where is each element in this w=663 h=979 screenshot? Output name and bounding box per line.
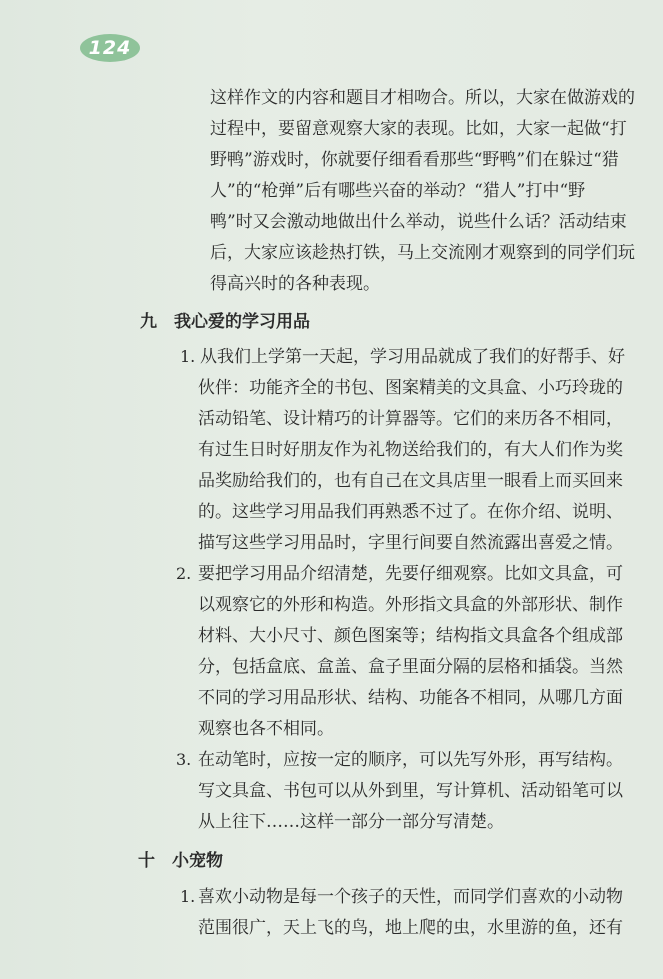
page-number-badge — [80, 34, 140, 62]
text-line: 不同的学习用品形状、结构、功能各不相同，从哪几方面 — [198, 688, 623, 708]
text-line: 写文具盒、书包可以从外到里，写计算机、活动铅笔可以 — [198, 781, 623, 801]
section-heading: 十 小宠物 — [138, 851, 223, 871]
text-line: 分，包括盒底、盒盖、盒子里面分隔的层格和插袋。当然 — [198, 657, 623, 677]
text-line: 得高兴时的各种表现。 — [210, 274, 380, 294]
item-number: 1. — [180, 347, 196, 366]
page-number: 124 — [88, 37, 132, 59]
text-line: 鸭”时又会激动地做出什么举动，说些什么话？活动结束 — [210, 212, 627, 232]
text-line: 喜欢小动物是每一个孩子的天性，而同学们喜欢的小动物 — [198, 887, 623, 907]
text-line: 从上往下……这样一部分一部分写清楚。 — [198, 812, 504, 832]
text-line: 野鸭”游戏时，你就要仔细看看那些“野鸭”们在躲过“猎 — [210, 150, 619, 170]
text-line: 伙伴：功能齐全的书包、图案精美的文具盒、小巧玲珑的 — [198, 378, 623, 398]
text-line: 材料、大小尺寸、颜色图案等；结构指文具盒各个组成部 — [198, 626, 623, 646]
item-number: 1. — [180, 887, 196, 906]
text-line: 范围很广，天上飞的鸟，地上爬的虫，水里游的鱼，还有 — [198, 918, 623, 938]
text-line: 从我们上学第一天起，学习用品就成了我们的好帮手、好 — [200, 347, 625, 367]
text-line: 过程中，要留意观察大家的表现。比如，大家一起做“打 — [210, 119, 627, 139]
item-number: 2. — [176, 564, 192, 583]
text-line: 观察也各不相同。 — [198, 719, 334, 739]
text-line: 人”的“枪弹”后有哪些兴奋的举动？“猎人”打中“野 — [210, 181, 586, 201]
text-line: 活动铅笔、设计精巧的计算器等。它们的来历各不相同， — [198, 409, 623, 429]
text-line: 要把学习用品介绍清楚，先要仔细观察。比如文具盒，可 — [198, 564, 623, 584]
text-line: 以观察它的外形和构造。外形指文具盒的外部形状、制作 — [198, 595, 623, 615]
text-line: 后，大家应该趁热打铁，马上交流刚才观察到的同学们玩 — [210, 243, 635, 263]
text-line: 的。这些学习用品我们再熟悉不过了。在你介绍、说明、 — [198, 502, 623, 522]
text-line: 这样作文的内容和题目才相吻合。所以，大家在做游戏的 — [210, 88, 635, 108]
text-line: 有过生日时好朋友作为礼物送给我们的，有大人们作为奖 — [198, 440, 623, 460]
section-heading: 九 我心爱的学习用品 — [140, 312, 310, 332]
text-line: 在动笔时，应按一定的顺序，可以先写外形，再写结构。 — [198, 750, 623, 770]
item-number: 3. — [176, 750, 192, 769]
text-line: 品奖励给我们的，也有自己在文具店里一眼看上而买回来 — [198, 471, 623, 491]
text-line: 描写这些学习用品时，字里行间要自然流露出喜爱之情。 — [198, 533, 623, 553]
